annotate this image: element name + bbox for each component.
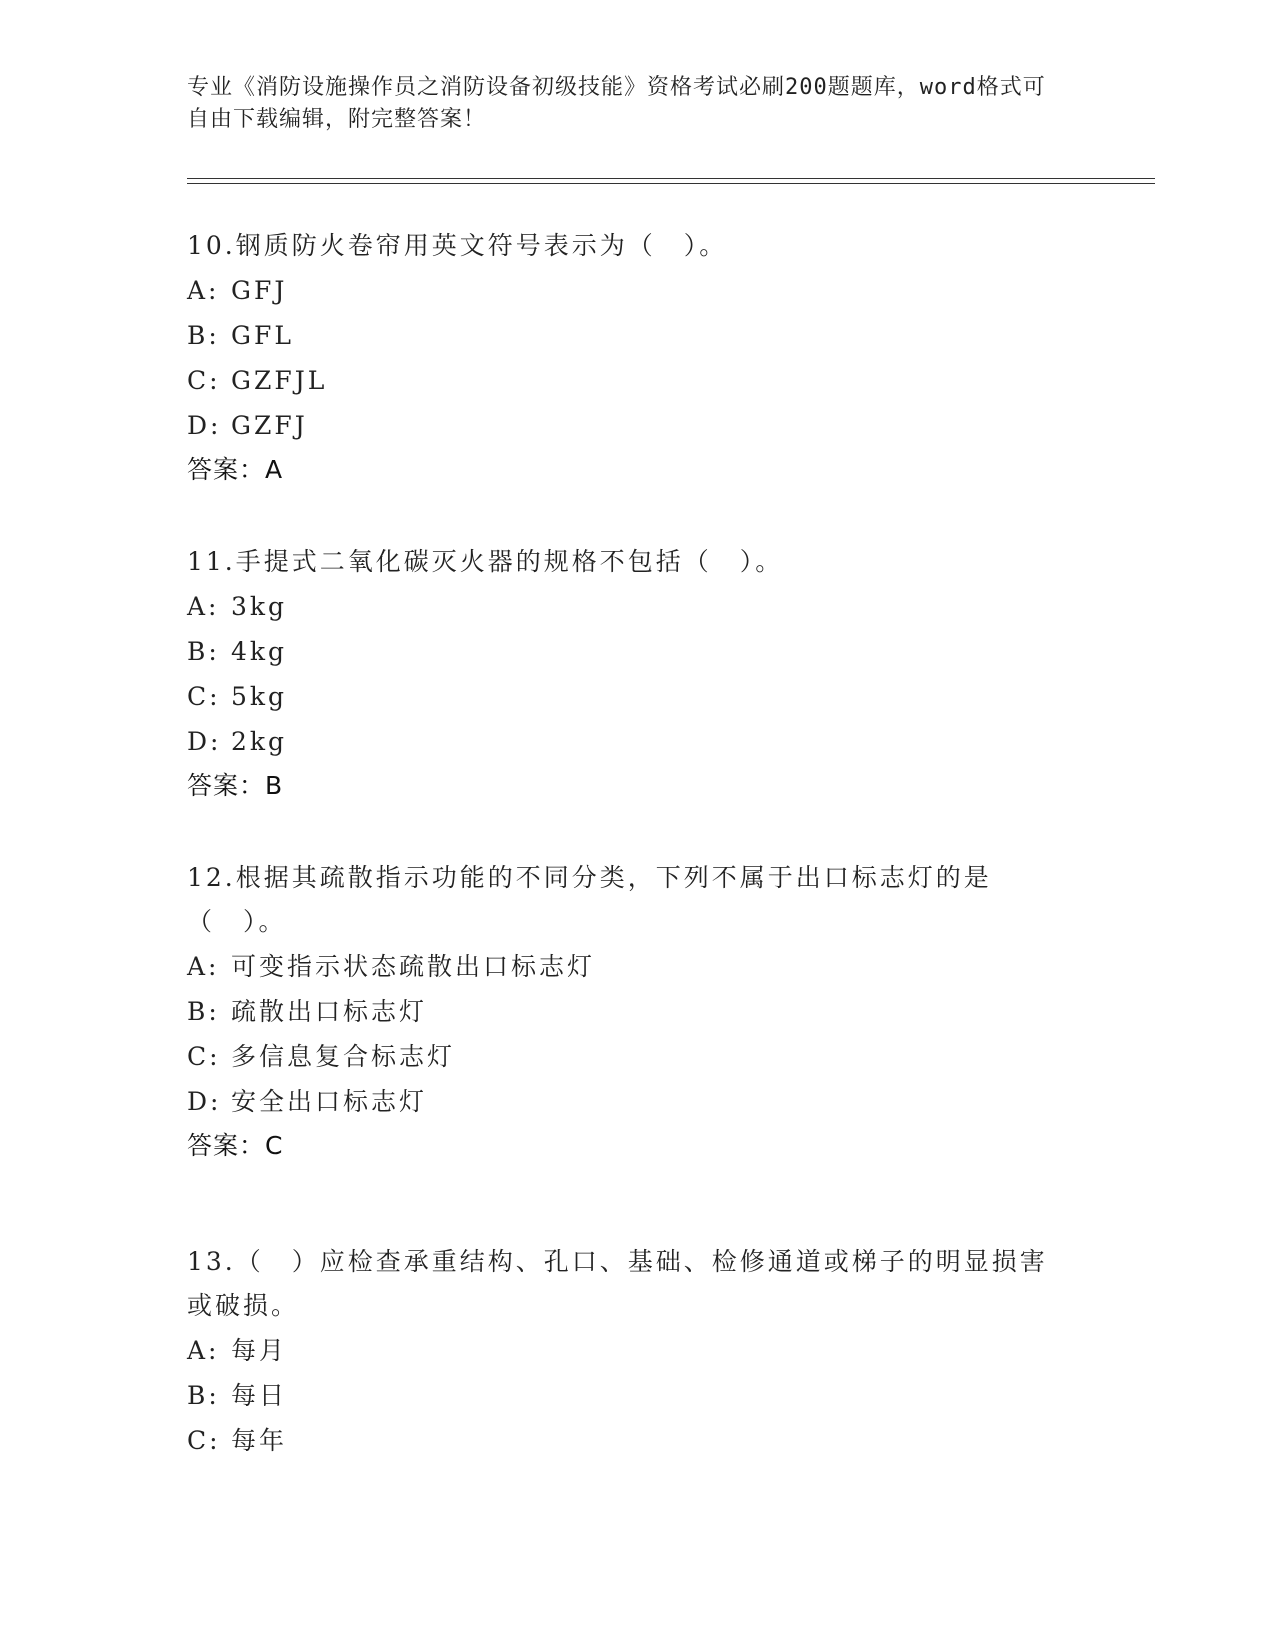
option-letter: B: <box>187 637 220 666</box>
option-letter: C: <box>187 1426 221 1455</box>
answer-value: A <box>265 455 284 484</box>
question-13 <box>187 1240 1067 1463</box>
option-b <box>187 1373 1067 1418</box>
answer-line <box>187 448 1087 492</box>
option-text: 多信息复合标志灯 <box>231 1042 456 1071</box>
option-b <box>187 989 1047 1034</box>
option-text: GFJ <box>231 276 288 305</box>
option-text: 2kg <box>231 727 288 756</box>
option-letter: B: <box>187 997 220 1026</box>
header-rule-top <box>187 178 1155 179</box>
option-text: 每月 <box>231 1336 288 1365</box>
option-letter: D: <box>187 727 222 756</box>
option-text: 3kg <box>231 592 288 621</box>
question-stem: 11.手提式二氧化碳灭火器的规格不包括（ ）。 <box>187 547 784 576</box>
option-letter: D: <box>187 1087 222 1116</box>
option-d <box>187 403 1087 448</box>
answer-line <box>187 1124 1047 1168</box>
option-text: GZFJL <box>231 366 328 395</box>
option-text: 安全出口标志灯 <box>231 1087 428 1116</box>
option-c <box>187 358 1087 403</box>
option-text: 每日 <box>231 1381 288 1410</box>
option-a <box>187 1328 1067 1373</box>
option-letter: D: <box>187 411 222 440</box>
document-header: 专业《消防设施操作员之消防设备初级技能》资格考试必刷200题题库，word格式可自由下载编辑，附完整答案！ <box>187 75 1046 132</box>
question-stem: 12.根据其疏散指示功能的不同分类，下列不属于出口标志灯的是（ ）。 <box>187 863 992 936</box>
answer-line <box>187 764 1087 808</box>
question-stem: 10.钢质防火卷帘用英文符号表示为（ ）。 <box>187 231 728 260</box>
question-stem: 13.（ ）应检查承重结构、孔口、基础、检修通道或梯子的明显损害或破损。 <box>187 1247 1048 1320</box>
answer-label: 答案： <box>187 771 266 800</box>
question-10 <box>187 224 1087 492</box>
option-b <box>187 629 1087 674</box>
option-text: 可变指示状态疏散出口标志灯 <box>231 952 596 981</box>
option-c <box>187 674 1087 719</box>
option-a <box>187 268 1087 313</box>
option-letter: A: <box>187 276 220 305</box>
option-text: 4kg <box>231 637 288 666</box>
option-text: GFL <box>231 321 294 350</box>
option-text: 每年 <box>231 1426 288 1455</box>
option-c <box>187 1418 1067 1463</box>
option-letter: C: <box>187 1042 221 1071</box>
question-12 <box>187 856 1047 1168</box>
option-text: GZFJ <box>231 411 308 440</box>
option-d <box>187 1079 1047 1124</box>
option-d <box>187 719 1087 764</box>
option-letter: A: <box>187 592 220 621</box>
answer-label: 答案： <box>187 455 266 484</box>
option-c <box>187 1034 1047 1079</box>
option-b <box>187 313 1087 358</box>
question-11 <box>187 540 1087 808</box>
option-a <box>187 944 1047 989</box>
option-letter: B: <box>187 321 220 350</box>
header-rule-bottom <box>187 183 1155 184</box>
option-letter: C: <box>187 366 221 395</box>
option-a <box>187 584 1087 629</box>
option-letter: B: <box>187 1381 220 1410</box>
option-text: 5kg <box>231 682 288 711</box>
answer-value: B <box>265 771 284 800</box>
option-letter: C: <box>187 682 221 711</box>
option-letter: A: <box>187 952 220 981</box>
answer-value: C <box>265 1131 284 1160</box>
answer-label: 答案： <box>187 1131 266 1160</box>
option-text: 疏散出口标志灯 <box>231 997 428 1026</box>
option-letter: A: <box>187 1336 220 1365</box>
